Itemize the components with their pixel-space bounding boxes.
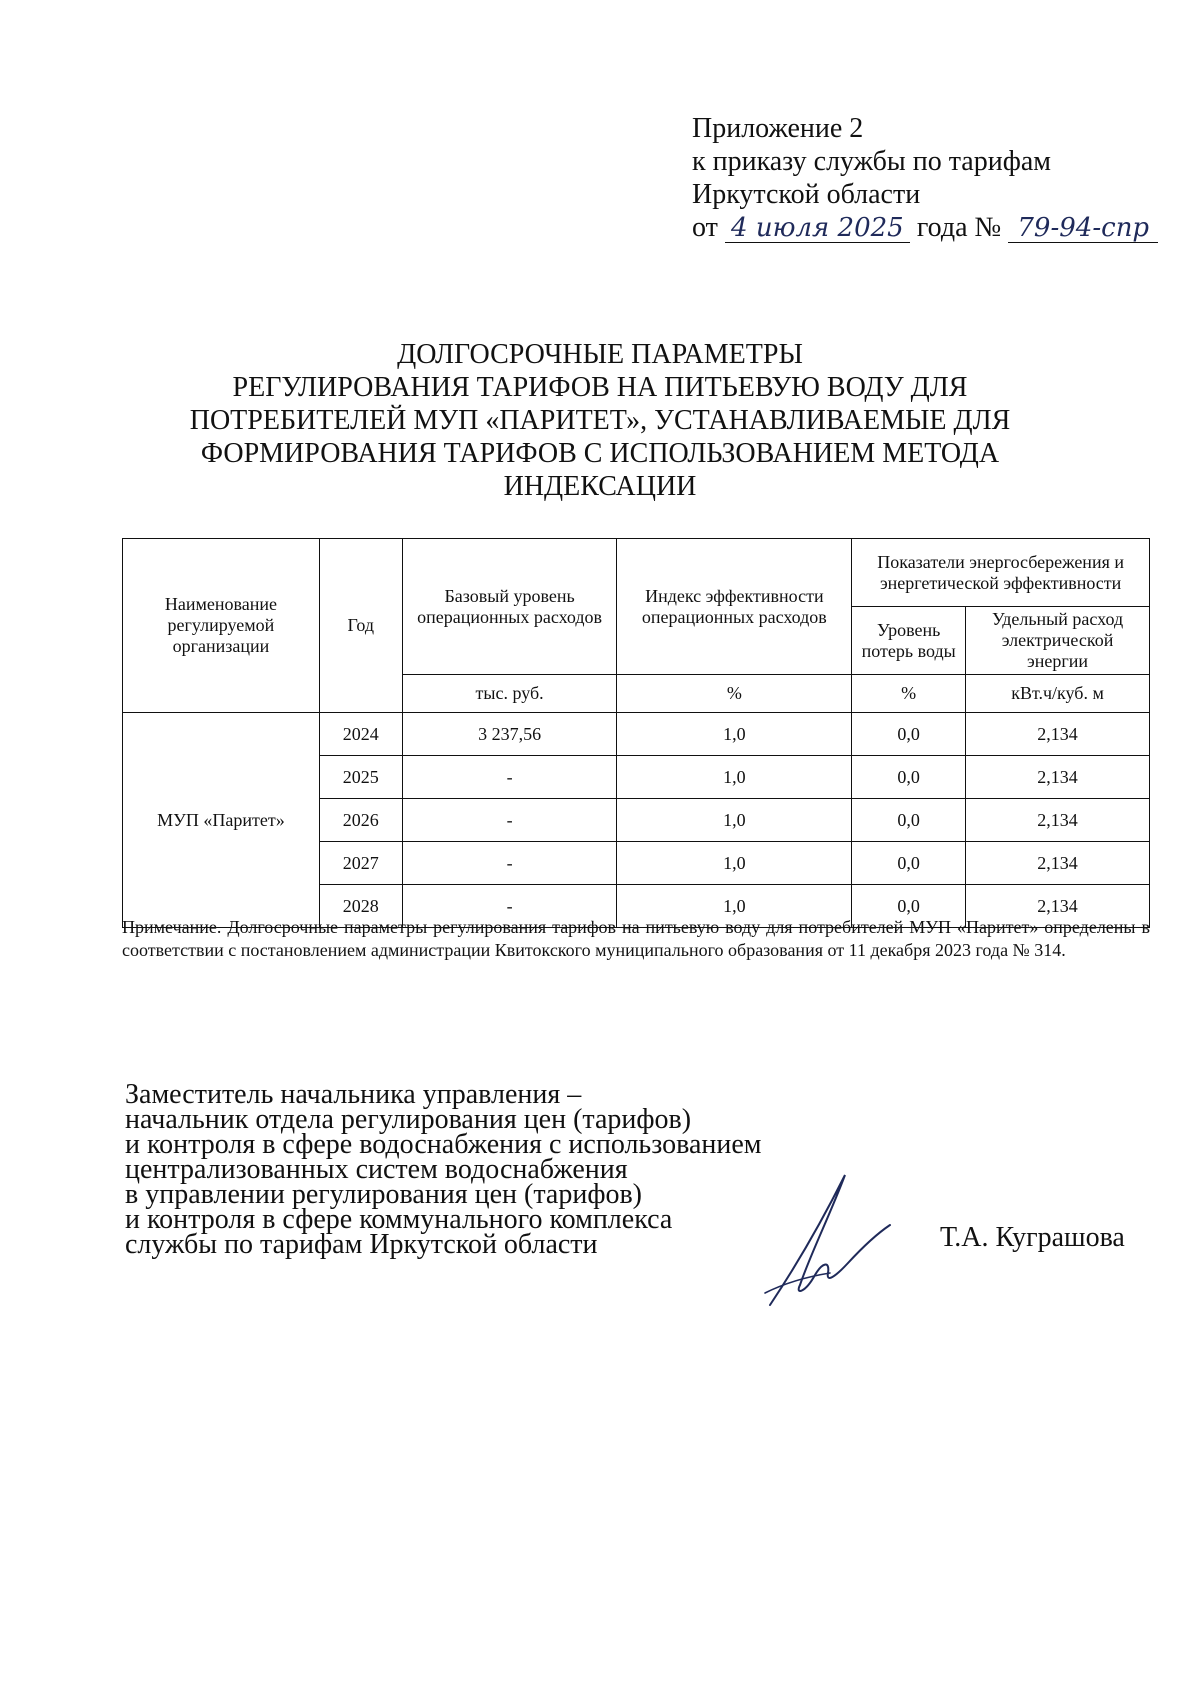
appendix-date-line [692, 211, 1158, 244]
header-energy-group: Показатели энергосбережения и энергетической эффективности [852, 539, 1150, 607]
appendix-header [692, 112, 1158, 244]
cell-loss: 0,0 [852, 799, 966, 842]
cell-elec: 2,134 [966, 885, 1150, 928]
signer-line-1: Заместитель начальника управления – [125, 1079, 582, 1110]
signer-line-2: начальник отдела регулирования цен (тарифов) [125, 1104, 692, 1135]
cell-year: 2028 [319, 885, 402, 928]
header-base: Базовый уровень операционных расходов [402, 539, 617, 675]
cell-base: - [402, 885, 617, 928]
title-line-5: ИНДЕКСАЦИИ [503, 471, 697, 502]
title-line-3: ПОТРЕБИТЕЛЕЙ МУП «ПАРИТЕТ», УСТАНАВЛИВАЕМЫЕ ДЛЯ [189, 405, 1011, 436]
unit-base: тыс. руб. [402, 675, 617, 713]
from-label: от [692, 212, 718, 243]
year-label: года № [916, 212, 1002, 243]
document-title [160, 338, 1040, 503]
signer-line-4: централизованных систем водоснабжения [125, 1154, 628, 1185]
header-loss: Уровень потерь воды [852, 607, 966, 675]
cell-year: 2026 [319, 799, 402, 842]
cell-index: 1,0 [617, 885, 852, 928]
cell-index: 1,0 [617, 842, 852, 885]
signer-block [125, 1079, 762, 1260]
cell-loss: 0,0 [852, 756, 966, 799]
signer-line-7: службы по тарифам Иркутской области [125, 1229, 598, 1260]
cell-base: - [402, 842, 617, 885]
header-row-1 [123, 539, 1150, 607]
cell-elec: 2,134 [966, 756, 1150, 799]
cell-base: 3 237,56 [402, 713, 617, 756]
cell-year: 2024 [319, 713, 402, 756]
cell-index: 1,0 [617, 799, 852, 842]
header-org: Наименование регулируемой организации [123, 539, 320, 713]
cell-loss: 0,0 [852, 713, 966, 756]
cell-elec: 2,134 [966, 842, 1150, 885]
handwritten-date: 4 июля 2025 [725, 214, 910, 243]
unit-elec: кВт.ч/куб. м [966, 675, 1150, 713]
cell-base: - [402, 799, 617, 842]
appendix-region: Иркутской области [692, 179, 921, 210]
title-line-1: ДОЛГОСРОЧНЫЕ ПАРАМЕТРЫ [397, 339, 803, 370]
cell-index: 1,0 [617, 713, 852, 756]
title-line-4: ФОРМИРОВАНИЯ ТАРИФОВ С ИСПОЛЬЗОВАНИЕМ МЕТОДА [200, 438, 1000, 469]
signer-line-6: и контроля в сфере коммунального комплекса [125, 1204, 673, 1235]
organization-cell: МУП «Паритет» [123, 713, 320, 928]
signer-line-3: и контроля в сфере водоснабжения с использованием [125, 1129, 762, 1160]
cell-elec: 2,134 [966, 713, 1150, 756]
cell-loss: 0,0 [852, 885, 966, 928]
unit-index: % [617, 675, 852, 713]
appendix-order-ref: к приказу службы по тарифам [692, 146, 1051, 177]
handwritten-signature [760, 1165, 910, 1315]
signer-name: Т.А. Куграшова [940, 1222, 1125, 1253]
cell-elec: 2,134 [966, 799, 1150, 842]
cell-year: 2027 [319, 842, 402, 885]
unit-loss: % [852, 675, 966, 713]
cell-year: 2025 [319, 756, 402, 799]
header-index: Индекс эффективности операционных расходов [617, 539, 852, 675]
table-note: Примечание. Долгосрочные параметры регулирования тарифов на питьевую воду для потребителей МУП «Паритет» определены в соответствии с постановлением администрации Квитокского муниципального образования от 11 декабря 2023 года № 314. [122, 917, 1150, 960]
appendix-title: Приложение 2 [692, 113, 864, 144]
cell-base: - [402, 756, 617, 799]
table-row [123, 713, 1150, 756]
title-line-2: РЕГУЛИРОВАНИЯ ТАРИФОВ НА ПИТЬЕВУЮ ВОДУ ДЛЯ [232, 372, 968, 403]
header-year: Год [319, 539, 402, 713]
handwritten-number: 79-94-спр [1008, 214, 1158, 243]
cell-index: 1,0 [617, 756, 852, 799]
parameters-table [122, 538, 1150, 928]
cell-loss: 0,0 [852, 842, 966, 885]
signer-line-5: в управлении регулирования цен (тарифов) [125, 1179, 643, 1210]
header-elec: Удельный расход электрической энергии [966, 607, 1150, 675]
